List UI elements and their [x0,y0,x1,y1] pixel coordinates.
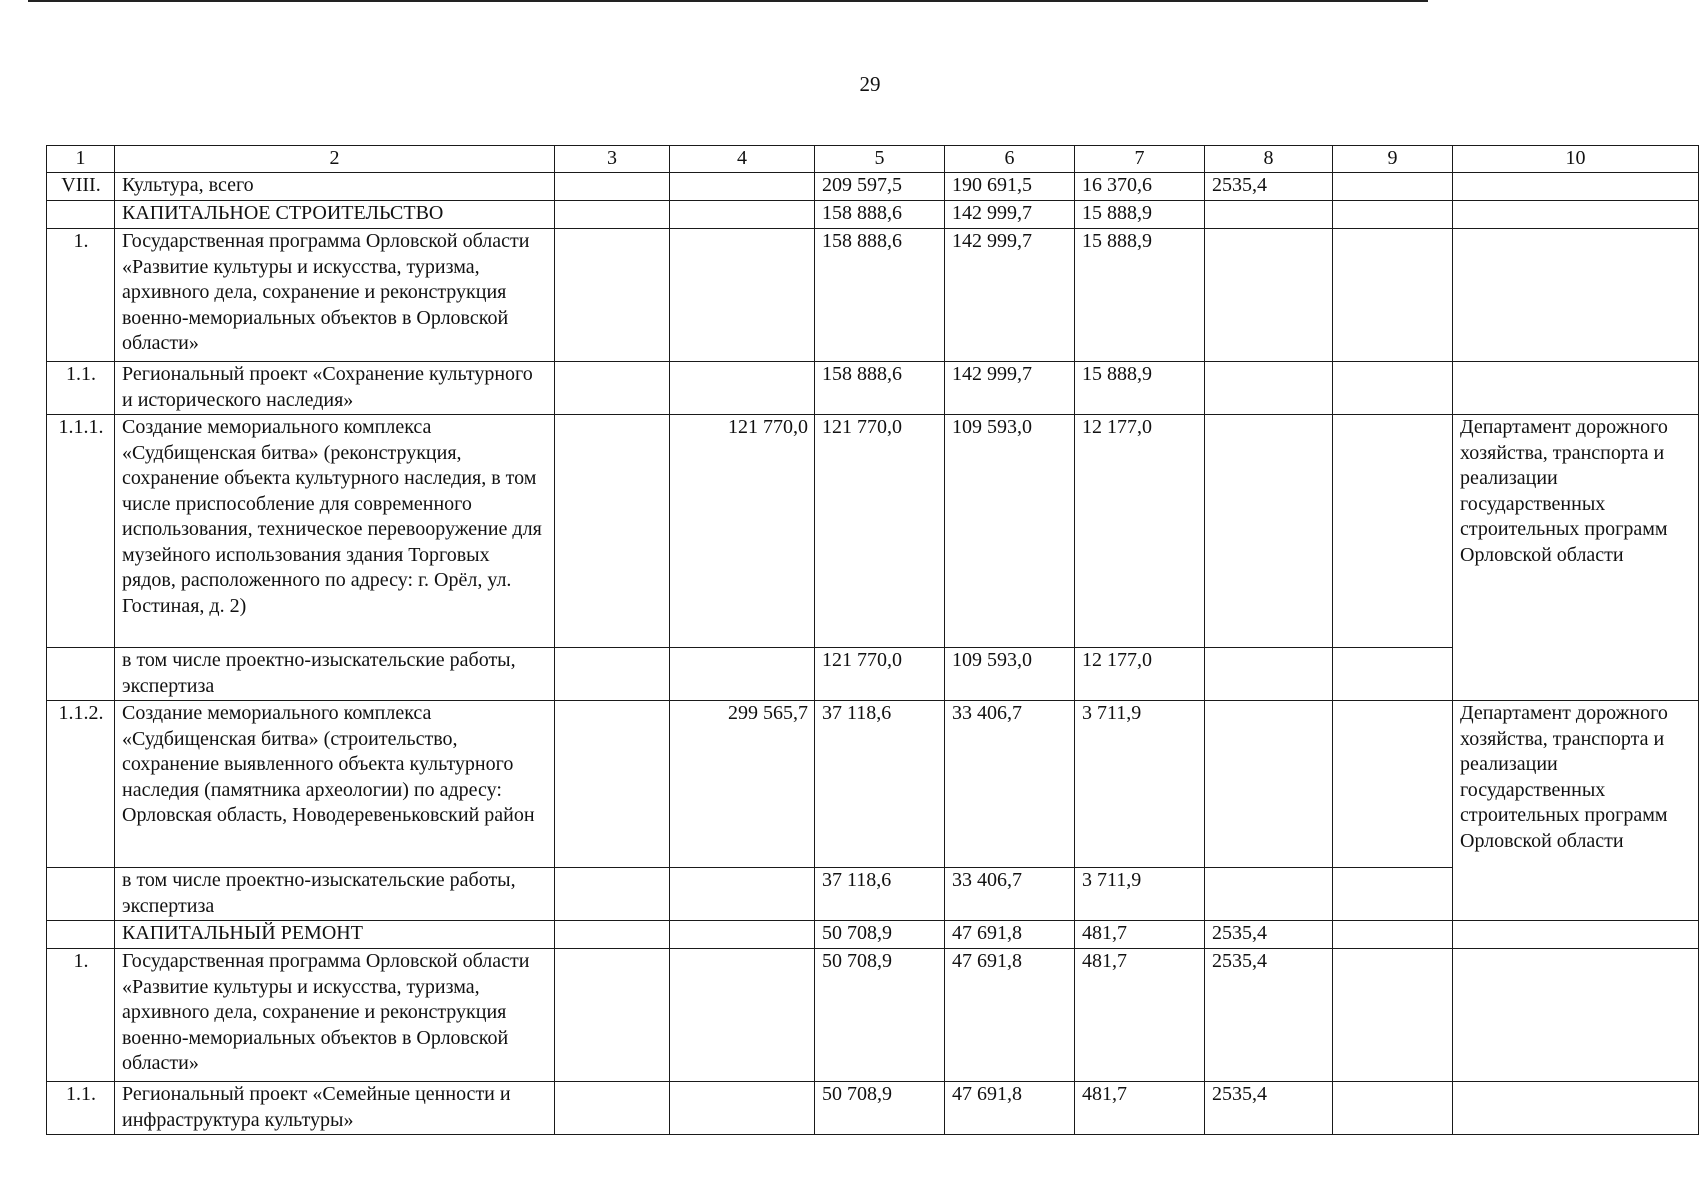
cell-c6: 142 999,7 [945,229,1075,362]
table-row [47,949,1699,1082]
cell-c8: 2535,4 [1205,949,1333,1082]
cell-c5: 121 770,0 [815,415,945,648]
responsible-department-1: Департамент дорожного хозяйства, транспорта и реализации государственных строительных программ Орловской области [1453,415,1699,701]
row-number: 1.1. [47,362,115,415]
cell-c6: 47 691,8 [945,921,1075,949]
empty-cell [1333,701,1453,868]
cell-c4 [670,921,815,949]
empty-cell [1333,648,1453,701]
row-name: КАПИТАЛЬНОЕ СТРОИТЕЛЬСТВО [115,201,555,229]
row-number [47,201,115,229]
cell-c8: 2535,4 [1205,173,1333,201]
empty-cell [1453,201,1699,229]
empty-cell [555,1082,670,1135]
responsible-department-2: Департамент дорожного хозяйства, транспорта и реализации государственных строительных программ Орловской области [1453,701,1699,921]
cell-c8 [1205,868,1333,921]
cell-c5: 158 888,6 [815,362,945,415]
header-cell: 5 [815,146,945,173]
header-cell: 2 [115,146,555,173]
row-number: 1. [47,229,115,362]
cell-c6: 47 691,8 [945,1082,1075,1135]
empty-cell [555,201,670,229]
table-row [47,921,1699,949]
cell-c4 [670,868,815,921]
empty-cell [555,701,670,868]
cell-c4 [670,173,815,201]
row-name: Государственная программа Орловской области «Развитие культуры и искусства, туризма, архивного дела, сохранение и реконструкция военно-мемориальных объектов в Орловской области» [115,229,555,362]
cell-c7: 15 888,9 [1075,201,1205,229]
cell-c7: 481,7 [1075,921,1205,949]
cell-c4: 299 565,7 [670,701,815,868]
row-number [47,868,115,921]
cell-c6: 190 691,5 [945,173,1075,201]
row-number: 1. [47,949,115,1082]
empty-cell [1333,868,1453,921]
cell-c6: 33 406,7 [945,868,1075,921]
cell-c6: 142 999,7 [945,362,1075,415]
header-cell: 1 [47,146,115,173]
table-row [47,701,1699,868]
cell-c4 [670,229,815,362]
cell-c5: 50 708,9 [815,1082,945,1135]
empty-cell [1333,173,1453,201]
cell-c5: 121 770,0 [815,648,945,701]
row-number: 1.1. [47,1082,115,1135]
empty-cell [555,173,670,201]
budget-table [46,145,1699,1135]
top-rule [28,0,1428,2]
cell-c6: 109 593,0 [945,648,1075,701]
empty-cell [1333,201,1453,229]
page-number: 29 [859,72,881,96]
cell-c8 [1205,648,1333,701]
empty-cell [1333,921,1453,949]
table-row [47,362,1699,415]
row-name: в том числе проектно-изыскательские работы, экспертиза [115,648,555,701]
cell-c5: 50 708,9 [815,921,945,949]
row-number: 1.1.2. [47,701,115,868]
empty-cell [555,362,670,415]
cell-c6: 47 691,8 [945,949,1075,1082]
cell-c8 [1205,201,1333,229]
cell-c4 [670,362,815,415]
empty-cell [555,921,670,949]
empty-cell [1333,949,1453,1082]
table-row [47,1082,1699,1135]
cell-c7: 3 711,9 [1075,701,1205,868]
cell-c8: 2535,4 [1205,1082,1333,1135]
cell-c7: 16 370,6 [1075,173,1205,201]
empty-cell [555,648,670,701]
cell-c4: 121 770,0 [670,415,815,648]
empty-cell [555,868,670,921]
row-name: Государственная программа Орловской области «Развитие культуры и искусства, туризма, архивного дела, сохранение и реконструкция военно-мемориальных объектов в Орловской области» [115,949,555,1082]
cell-c5: 209 597,5 [815,173,945,201]
cell-c8 [1205,415,1333,648]
cell-c7: 15 888,9 [1075,229,1205,362]
empty-cell [1453,1082,1699,1135]
empty-cell [555,415,670,648]
row-name: Региональный проект «Сохранение культурного и исторического наследия» [115,362,555,415]
cell-c4 [670,949,815,1082]
empty-cell [555,229,670,362]
cell-c7: 12 177,0 [1075,648,1205,701]
header-cell: 9 [1333,146,1453,173]
cell-c4 [670,648,815,701]
row-number: VIII. [47,173,115,201]
cell-c8 [1205,362,1333,415]
row-number: 1.1.1. [47,415,115,648]
table-row [47,415,1699,648]
empty-cell [1453,921,1699,949]
empty-cell [1333,362,1453,415]
cell-c7: 481,7 [1075,1082,1205,1135]
cell-c4 [670,201,815,229]
cell-c8: 2535,4 [1205,921,1333,949]
cell-c5: 158 888,6 [815,201,945,229]
table-row [47,201,1699,229]
header-cell: 4 [670,146,815,173]
empty-cell [555,949,670,1082]
cell-c5: 50 708,9 [815,949,945,1082]
cell-c8 [1205,701,1333,868]
empty-cell [1333,1082,1453,1135]
row-name: Культура, всего [115,173,555,201]
cell-c6: 33 406,7 [945,701,1075,868]
cell-c5: 37 118,6 [815,701,945,868]
empty-cell [1333,415,1453,648]
cell-c4 [670,1082,815,1135]
cell-c6: 142 999,7 [945,201,1075,229]
header-cell: 3 [555,146,670,173]
cell-c7: 12 177,0 [1075,415,1205,648]
empty-cell [1453,173,1699,201]
row-name: КАПИТАЛЬНЫЙ РЕМОНТ [115,921,555,949]
header-cell: 6 [945,146,1075,173]
cell-c8 [1205,229,1333,362]
table-row [47,648,1699,701]
empty-cell [1453,229,1699,362]
cell-c5: 158 888,6 [815,229,945,362]
cell-c7: 3 711,9 [1075,868,1205,921]
row-name: в том числе проектно-изыскательские работы, экспертиза [115,868,555,921]
row-name: Создание мемориального комплекса «Судбищенская битва» (реконструкция, сохранение объекта культурного наследия, в том числе приспособление для современного использования, техническое перевооружение для музейного использования здания Торговых рядов, расположенного по адресу: г. Орёл, ул. Гостиная, д. 2) [115,415,555,648]
table-row [47,173,1699,201]
header-cell: 10 [1453,146,1699,173]
empty-cell [1333,229,1453,362]
header-cell: 7 [1075,146,1205,173]
empty-cell [1453,949,1699,1082]
cell-c7: 481,7 [1075,949,1205,1082]
cell-c6: 109 593,0 [945,415,1075,648]
row-number [47,648,115,701]
header-cell: 8 [1205,146,1333,173]
row-name: Создание мемориального комплекса «Судбищенская битва» (строительство, сохранение выявленного объекта культурного наследия (памятника археологии) по адресу: Орловская область, Новодеревеньковский район [115,701,555,868]
header-row [47,146,1699,173]
table-row [47,868,1699,921]
row-name: Региональный проект «Семейные ценности и инфраструктура культуры» [115,1082,555,1135]
row-number [47,921,115,949]
table-row [47,229,1699,362]
cell-c7: 15 888,9 [1075,362,1205,415]
cell-c5: 37 118,6 [815,868,945,921]
empty-cell [1453,362,1699,415]
